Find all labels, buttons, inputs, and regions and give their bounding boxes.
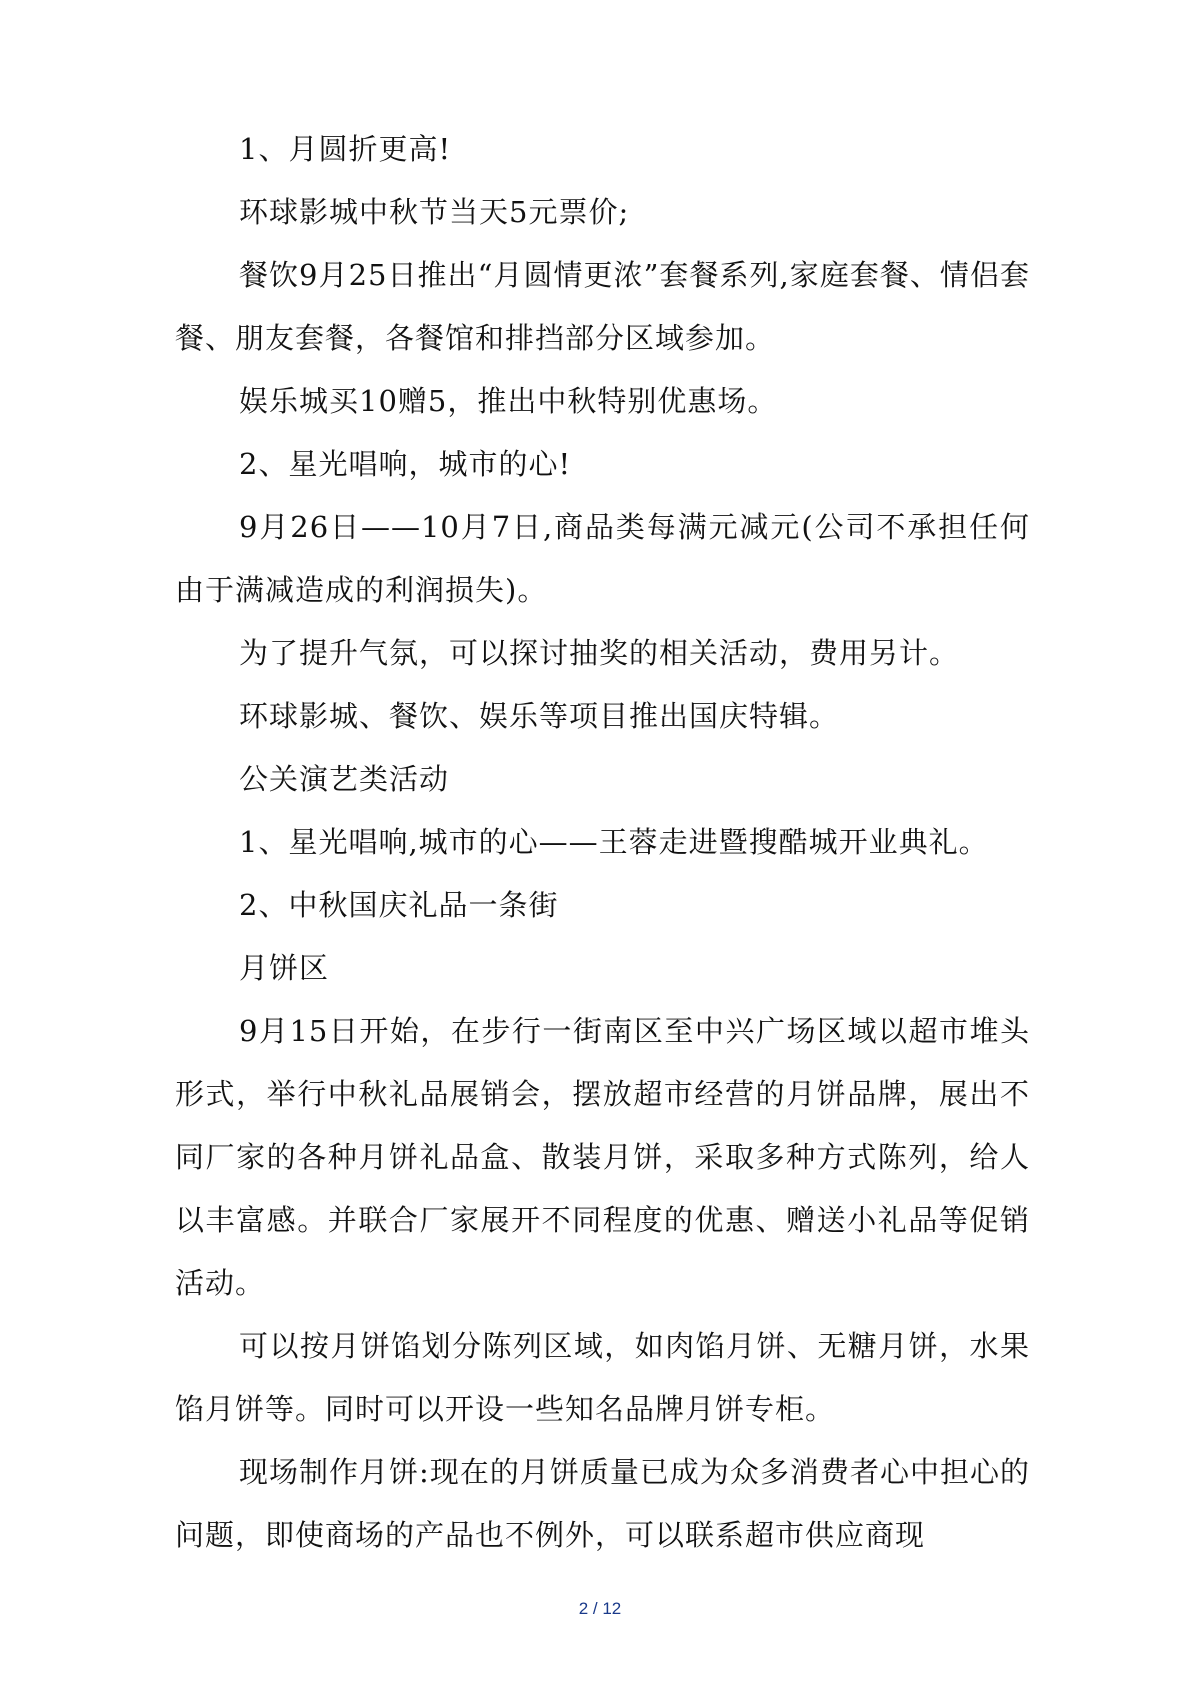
paragraph-5: 2、星光唱响，城市的心! (239, 447, 572, 481)
paragraph-3: 餐饮9月25日推出“月圆情更浓”套餐系列,家庭套餐、情侣套餐、朋友套餐，各餐馆和排挡部分区域参加。 (175, 258, 1030, 355)
paragraph-6: 9月26日——10月7日,商品类每满元减元(公司不承担任何由于满减造成的利润损失)。 (175, 510, 1030, 607)
paragraph-2: 环球影城中秋节当天5元票价; (239, 195, 630, 229)
paragraph-4: 娱乐城买10赠5，推出中秋特别优惠场。 (239, 384, 778, 418)
paragraph-15: 现场制作月饼:现在的月饼质量已成为众多消费者心中担心的问题，即使商场的产品也不例外，可以联系超市供应商现 (175, 1455, 1030, 1552)
paragraph-1: 1、月圆折更高! (239, 132, 452, 166)
section-heading-mooncake-area: 月饼区 (239, 951, 330, 985)
document-body (175, 118, 1030, 1567)
paragraph-8: 环球影城、餐饮、娱乐等项目推出国庆特辑。 (239, 699, 840, 733)
paragraph-14: 可以按月饼馅划分陈列区域，如肉馅月饼、无糖月饼，水果馅月饼等。同时可以开设一些知名品牌月饼专柜。 (175, 1329, 1030, 1426)
paragraph-13: 9月15日开始，在步行一街南区至中兴广场区域以超市堆头形式，举行中秋礼品展销会，摆放超市经营的月饼品牌，展出不同厂家的各种月饼礼品盒、散装月饼，采取多种方式陈列，给人以丰富感。并联合厂家展开不同程度的优惠、赠送小礼品等促销活动。 (175, 1014, 1030, 1300)
page-number: 2 / 12 (578, 1599, 622, 1618)
paragraph-7: 为了提升气氛，可以探讨抽奖的相关活动，费用另计。 (239, 636, 960, 670)
paragraph-11: 2、中秋国庆礼品一条街 (239, 888, 559, 922)
section-heading-pr-activities: 公关演艺类活动 (239, 762, 450, 796)
paragraph-10: 1、星光唱响,城市的心——王蓉走进暨搜酷城开业典礼。 (239, 825, 989, 859)
